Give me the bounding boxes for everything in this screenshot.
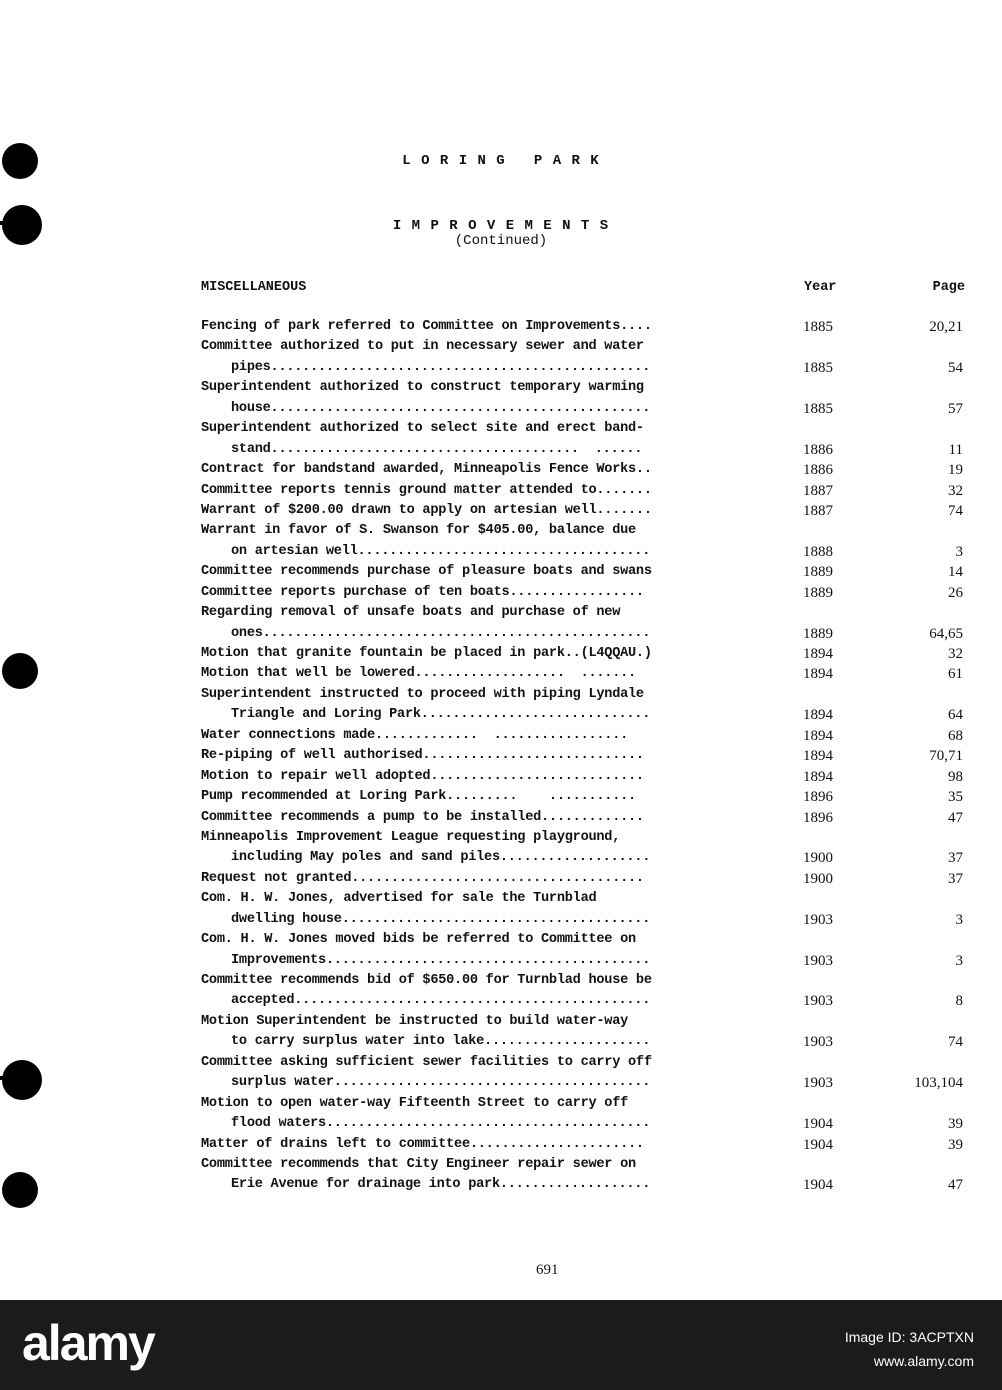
index-entry	[201, 583, 971, 603]
index-entry	[201, 787, 971, 807]
entry-page: 103,104	[914, 1075, 963, 1092]
entry-page: 14	[948, 564, 963, 581]
watermark-bar	[0, 1300, 1002, 1390]
entry-text: house................................................	[231, 400, 651, 416]
entry-page: 26	[948, 584, 963, 601]
entry-page: 54	[948, 359, 963, 376]
year-column-header: Year	[804, 280, 837, 295]
entry-text: Committee authorized to put in necessary sewer and water	[201, 339, 644, 355]
entry-page: 64	[948, 707, 963, 724]
entry-text: Water connections made............. .................	[201, 727, 629, 743]
entry-year: 1903	[803, 1075, 833, 1092]
index-entry	[201, 808, 971, 828]
entry-text: Motion Superintendent be instructed to build water-way	[201, 1013, 629, 1029]
entry-text: ones.................................................	[231, 625, 651, 641]
index-entry	[201, 1094, 971, 1135]
index-entry	[201, 603, 971, 644]
entry-page: 3	[955, 911, 963, 928]
entry-year: 1886	[803, 462, 833, 479]
entry-text: Matter of drains left to committee......................	[201, 1136, 644, 1152]
index-entry	[201, 1155, 971, 1196]
alamy-logo: alamy	[22, 1315, 154, 1371]
entry-text: Superintendent authorized to select site and erect band-	[201, 421, 644, 437]
index-entry	[201, 501, 971, 521]
site-url: www.alamy.com	[873, 1353, 974, 1369]
entry-text: stand....................................... ......	[231, 441, 643, 457]
index-entry	[201, 337, 971, 378]
entry-year: 1887	[803, 482, 833, 499]
entry-text: Warrant in favor of S. Swanson for $405.00, balance due	[201, 523, 636, 539]
entry-year: 1886	[803, 441, 833, 458]
index-entry	[201, 869, 971, 889]
entry-text: Committee asking sufficient sewer facilities to carry off	[201, 1054, 652, 1070]
section-title: I M P R O V E M E N T S	[392, 218, 610, 234]
index-entry	[201, 317, 971, 337]
index-entry	[201, 481, 971, 501]
entry-text: Motion that granite fountain be placed in park..(L4QQAU.)	[201, 646, 652, 661]
entry-text: Contract for bandstand awarded, Minneapolis Fence Works..	[201, 462, 652, 478]
entry-text: Superintendent instructed to proceed with piping Lyndale	[201, 686, 644, 702]
entry-page: 98	[948, 768, 963, 785]
entry-year: 1888	[803, 543, 833, 560]
entry-text: pipes................................................	[231, 359, 651, 375]
entry-text: Committee reports tennis ground matter attended to.......	[201, 482, 652, 498]
entry-page: 70,71	[929, 748, 963, 765]
entry-year: 1903	[803, 911, 833, 928]
entry-text: Superintendent authorized to construct temporary warming	[201, 380, 644, 396]
index-entry	[201, 685, 971, 726]
entry-page: 19	[948, 462, 963, 479]
entry-text: Warrant of $200.00 drawn to apply on artesian well.......	[201, 502, 652, 518]
index-entry	[201, 1012, 971, 1053]
entry-year: 1894	[803, 727, 833, 744]
entry-page: 3	[955, 543, 963, 560]
entry-page: 74	[948, 502, 963, 519]
entry-text: Committee recommends a pump to be installed.............	[201, 809, 644, 825]
index-entry	[201, 828, 971, 869]
entry-text: Committee recommends purchase of pleasure boats and swans	[201, 564, 652, 580]
index-entry	[201, 521, 971, 562]
index-entry	[201, 419, 971, 460]
index-entry	[201, 664, 971, 684]
index-entry	[201, 1053, 971, 1094]
category-heading: MISCELLANEOUS	[201, 280, 307, 295]
entry-text: Improvements.........................................	[231, 952, 651, 968]
index-entry	[201, 971, 971, 1012]
index-entry	[201, 562, 971, 582]
entry-year: 1885	[803, 400, 833, 417]
index-entry	[201, 1135, 971, 1155]
entry-page: 68	[948, 727, 963, 744]
entry-page: 3	[955, 952, 963, 969]
entry-text: Com. H. W. Jones, advertised for sale the Turnblad	[201, 891, 597, 907]
entry-text: surplus water........................................	[231, 1075, 651, 1091]
entry-page: 74	[948, 1034, 963, 1051]
entry-page: 32	[948, 646, 963, 662]
entry-year: 1903	[803, 1034, 833, 1051]
entry-year: 1903	[803, 952, 833, 969]
binder-hole	[2, 1172, 38, 1208]
entry-year: 1904	[803, 1177, 833, 1194]
entry-page: 37	[948, 870, 963, 887]
index-entry	[201, 889, 971, 930]
entry-text: Minneapolis Improvement League requesting playground,	[201, 829, 621, 845]
entry-page: 57	[948, 400, 963, 417]
entry-text: Regarding removal of unsafe boats and purchase of new	[201, 605, 621, 621]
entry-year: 1894	[803, 748, 833, 765]
entry-year: 1889	[803, 584, 833, 601]
entry-text: Committee recommends that City Engineer repair sewer on	[201, 1156, 636, 1172]
entry-text: dwelling house.......................................	[231, 911, 651, 927]
entry-text: on artesian well.....................................	[231, 543, 651, 559]
entry-page: 47	[948, 809, 963, 826]
entry-text: accepted.............................................	[231, 993, 651, 1009]
entry-year: 1885	[803, 319, 833, 335]
entry-text: Com. H. W. Jones moved bids be referred to Committee on	[201, 932, 636, 948]
entry-text: Pump recommended at Loring Park......... ...........	[201, 789, 636, 805]
entry-text: Re-piping of well authorised............................	[201, 748, 644, 764]
entry-year: 1894	[803, 768, 833, 785]
entry-year: 1889	[803, 564, 833, 581]
index-entry	[201, 378, 971, 419]
entry-year: 1889	[803, 625, 833, 642]
entry-page: 32	[948, 482, 963, 499]
page-number: 691	[536, 1262, 559, 1278]
entry-year: 1900	[803, 850, 833, 867]
entry-text: Erie Avenue for drainage into park...................	[231, 1177, 651, 1193]
entry-year: 1903	[803, 993, 833, 1010]
entry-page: 39	[948, 1116, 963, 1133]
entry-year: 1896	[803, 789, 833, 806]
entry-page: 39	[948, 1136, 963, 1153]
entry-year: 1894	[803, 646, 833, 662]
index-entry	[201, 746, 971, 766]
entry-text: Committee reports purchase of ten boats.................	[201, 584, 644, 600]
entry-page: 8	[955, 993, 963, 1010]
image-id: Image ID: 3ACPTXN	[844, 1329, 974, 1345]
entry-text: Fencing of park referred to Committee on Improvements....	[201, 319, 652, 334]
entry-page: 35	[948, 789, 963, 806]
entry-text: Motion to open water-way Fifteenth Street to carry off	[201, 1095, 629, 1111]
entry-text: Motion to repair well adopted...........................	[201, 768, 644, 784]
document-title: L O R I N G P A R K	[402, 153, 600, 169]
binder-hole	[2, 653, 38, 689]
entry-text: flood waters.........................................	[231, 1116, 651, 1132]
entry-page: 64,65	[929, 625, 963, 642]
entry-text: Request not granted.....................................	[201, 870, 644, 886]
entry-page: 20,21	[929, 319, 963, 335]
image-info	[845, 1325, 974, 1373]
entry-page: 11	[948, 441, 963, 458]
entry-year: 1904	[803, 1116, 833, 1133]
entry-year: 1904	[803, 1136, 833, 1153]
binder-hole	[2, 1060, 42, 1100]
index-entry	[201, 644, 971, 664]
index-entry	[201, 460, 971, 480]
entry-year: 1900	[803, 870, 833, 887]
entry-year: 1894	[803, 707, 833, 724]
index-entry	[201, 726, 971, 746]
entry-page: 61	[948, 666, 963, 683]
entry-year: 1896	[803, 809, 833, 826]
entry-year: 1887	[803, 502, 833, 519]
index-entries	[201, 317, 971, 1196]
entry-page: 47	[948, 1177, 963, 1194]
entry-text: including May poles and sand piles...................	[231, 850, 651, 866]
entry-text: Motion that well be lowered................... .......	[201, 666, 636, 682]
entry-text: to carry surplus water into lake.....................	[231, 1034, 651, 1050]
index-entry	[201, 767, 971, 787]
entry-year: 1894	[803, 666, 833, 683]
index-entry	[201, 930, 971, 971]
entry-page: 37	[948, 850, 963, 867]
page-column-header: Page	[932, 280, 965, 295]
entry-year: 1885	[803, 359, 833, 376]
section-subtitle: (Continued)	[454, 233, 548, 249]
entry-text: Committee recommends bid of $650.00 for Turnblad house be	[201, 973, 652, 988]
entry-text: Triangle and Loring Park.............................	[231, 707, 651, 723]
